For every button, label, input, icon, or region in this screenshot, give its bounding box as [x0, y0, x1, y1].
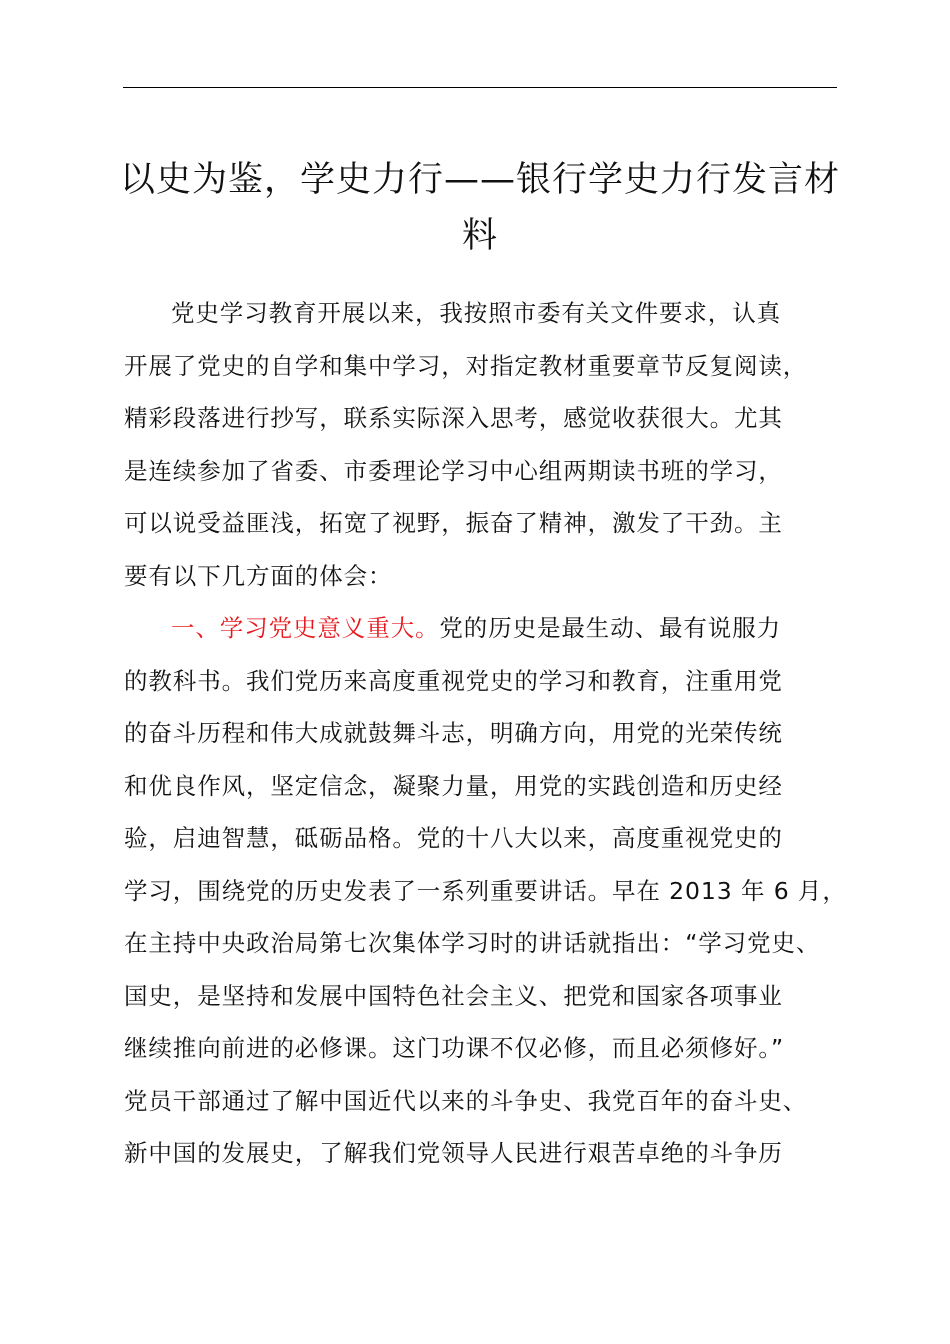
paragraph-line: 要有以下几方面的体会： — [124, 561, 393, 590]
paragraph-line: 的教科书。我们党历来高度重视党史的学习和教育，注重用党 — [124, 666, 783, 695]
section-1-text: 党的历史是最生动、最有说服力 — [439, 614, 782, 642]
paragraph-line: 党员干部通过了解中国近代以来的斗争史、我党百年的奋斗史、 — [124, 1086, 808, 1115]
section-1-first-line — [124, 602, 836, 655]
paragraph-line: 精彩段落进行抄写，联系实际深入思考，感觉收获很大。尤其 — [124, 404, 783, 432]
paragraph-line: 国史，是坚持和发展中国特色社会主义、把党和国家各项事业 — [124, 981, 783, 1010]
paragraph-line: 和优良作风，坚定信念，凝聚力量，用党的实践创造和历史经 — [124, 771, 783, 800]
paragraph-line: 在主持中央政治局第七次集体学习时的讲话就指出：“学习党史、 — [124, 929, 821, 957]
title-line-1: 以史为鉴，学史力行——银行学史力行发言材 — [119, 160, 840, 200]
paragraph-line: 新中国的发展史，了解我们党领导人民进行艰苦卓绝的斗争历 — [124, 1139, 783, 1167]
document-title — [110, 152, 850, 264]
paragraph-line: 继续推向前进的必修课。这门功课不仅必修，而且必须修好。” — [124, 1034, 785, 1062]
paragraph-line: 党史学习教育开展以来，我按照市委有关文件要求，认真 — [171, 299, 781, 327]
section-1-heading: 一、学习党史意义重大。 — [171, 614, 440, 642]
paragraph-line: 开展了党史的自学和集中学习，对指定教材重要章节反复阅读， — [124, 351, 808, 380]
paragraph-line: 学习，围绕党的历史发表了一系列重要讲话。早在 2013 年 6 月， — [124, 876, 847, 905]
document-body — [124, 287, 847, 1180]
header-rule — [123, 87, 837, 88]
paragraph-line: 验，启迪智慧，砥砺品格。党的十八大以来，高度重视党史的 — [124, 824, 783, 852]
paragraph-line: 是连续参加了省委、市委理论学习中心组两期读书班的学习， — [124, 456, 783, 485]
paragraph-line: 可以说受益匪浅，拓宽了视野，振奋了精神，激发了干劲。主 — [124, 509, 783, 537]
title-line-2: 料 — [461, 216, 498, 256]
paragraph-line: 的奋斗历程和伟大成就鼓舞斗志，明确方向，用党的光荣传统 — [124, 719, 783, 747]
